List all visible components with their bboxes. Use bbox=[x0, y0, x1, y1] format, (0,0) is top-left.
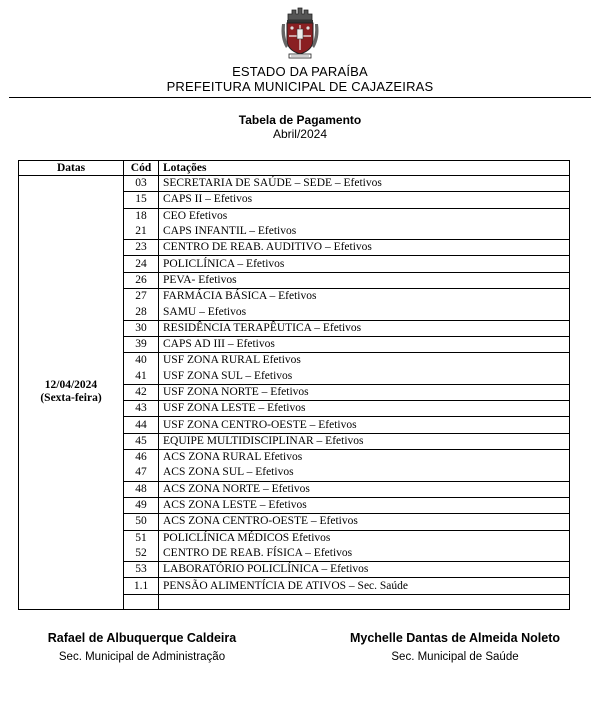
cod-cell: 30 bbox=[124, 320, 159, 336]
document-period: Abril/2024 bbox=[272, 127, 328, 141]
lotacao-cell: POLICLÍNICA – Efetivos bbox=[159, 256, 570, 272]
state-name: ESTADO DA PARAÍBA bbox=[232, 64, 368, 79]
lotacao-cell: CEO Efetivos bbox=[159, 208, 570, 224]
payment-date-cell bbox=[19, 176, 124, 610]
column-header-datas: Datas bbox=[19, 161, 124, 176]
cod-cell: 42 bbox=[124, 384, 159, 400]
lotacao-cell: ACS ZONA RURAL Efetivos bbox=[159, 450, 570, 466]
cod-cell: 27 bbox=[124, 289, 159, 305]
cod-cell: 52 bbox=[124, 546, 159, 562]
lotacao-cell: RESIDÊNCIA TERAPÊUTICA – Efetivos bbox=[159, 320, 570, 336]
lotacao-cell: ACS ZONA LESTE – Efetivos bbox=[159, 497, 570, 513]
cod-cell: 49 bbox=[124, 497, 159, 513]
table-row bbox=[19, 176, 570, 192]
cod-cell: 48 bbox=[124, 481, 159, 497]
cod-cell: 44 bbox=[124, 417, 159, 433]
lotacao-cell: PEVA- Efetivos bbox=[159, 272, 570, 288]
column-header-lotacoes: Lotações bbox=[159, 161, 570, 176]
cod-cell: 18 bbox=[124, 208, 159, 224]
lotacao-cell: USF ZONA SUL – Efetivos bbox=[159, 369, 570, 385]
cod-cell: 50 bbox=[124, 514, 159, 530]
payment-table bbox=[18, 160, 570, 610]
cod-cell: 41 bbox=[124, 369, 159, 385]
payment-date: 12/04/2024 bbox=[44, 379, 98, 392]
lotacao-cell: PENSÃO ALIMENTÍCIA DE ATIVOS – Sec. Saúde bbox=[159, 578, 570, 594]
lotacao-cell: CENTRO DE REAB. AUDITIVO – Efetivos bbox=[159, 240, 570, 256]
cod-cell: 28 bbox=[124, 304, 159, 320]
cod-cell: 40 bbox=[124, 353, 159, 369]
table-body bbox=[19, 176, 570, 610]
signature-health bbox=[330, 631, 580, 665]
lotacao-cell: POLICLÍNICA MÉDICOS Efetivos bbox=[159, 530, 570, 546]
lotacao-cell: USF ZONA CENTRO-OESTE – Efetivos bbox=[159, 417, 570, 433]
signatory-role: Sec. Municipal de Saúde bbox=[391, 651, 519, 663]
signature-administration bbox=[22, 631, 262, 665]
cod-cell: 53 bbox=[124, 562, 159, 578]
lotacao-cell: USF ZONA RURAL Efetivos bbox=[159, 353, 570, 369]
cod-cell: 24 bbox=[124, 256, 159, 272]
lotacao-cell: USF ZONA LESTE – Efetivos bbox=[159, 401, 570, 417]
lotacao-cell: ACS ZONA NORTE – Efetivos bbox=[159, 481, 570, 497]
lotacao-cell: ACS ZONA SUL – Efetivos bbox=[159, 465, 570, 481]
cod-cell: 15 bbox=[124, 192, 159, 208]
signatory-name: Rafael de Albuquerque Caldeira bbox=[47, 631, 237, 645]
lotacao-cell: FARMÁCIA BÁSICA – Efetivos bbox=[159, 289, 570, 305]
lotacao-cell: CAPS INFANTIL – Efetivos bbox=[159, 224, 570, 240]
column-header-cod: Cód bbox=[124, 161, 159, 176]
cod-cell: 21 bbox=[124, 224, 159, 240]
cod-cell: 03 bbox=[124, 176, 159, 192]
cod-cell-empty bbox=[124, 594, 159, 609]
lotacao-cell-empty bbox=[159, 594, 570, 609]
lotacao-cell: EQUIPE MULTIDISCIPLINAR – Efetivos bbox=[159, 433, 570, 449]
lotacao-cell: LABORATÓRIO POLICLÍNICA – Efetivos bbox=[159, 562, 570, 578]
signatory-role: Sec. Municipal de Administração bbox=[58, 651, 226, 663]
cod-cell: 26 bbox=[124, 272, 159, 288]
municipal-coat-of-arms-icon bbox=[279, 6, 321, 60]
cod-cell: 45 bbox=[124, 433, 159, 449]
document-title: Tabela de Pagamento bbox=[238, 113, 362, 127]
cod-cell: 51 bbox=[124, 530, 159, 546]
lotacao-cell: SAMU – Efetivos bbox=[159, 304, 570, 320]
cod-cell: 1.1 bbox=[124, 578, 159, 594]
signatory-name: Mychelle Dantas de Almeida Noleto bbox=[349, 631, 560, 645]
cod-cell: 47 bbox=[124, 465, 159, 481]
cod-cell: 23 bbox=[124, 240, 159, 256]
cod-cell: 39 bbox=[124, 336, 159, 352]
lotacao-cell: CAPS II – Efetivos bbox=[159, 192, 570, 208]
municipality-name: PREFEITURA MUNICIPAL DE CAJAZEIRAS bbox=[166, 79, 434, 94]
lotacao-cell: SECRETARIA DE SAÚDE – SEDE – Efetivos bbox=[159, 176, 570, 192]
cod-cell: 46 bbox=[124, 450, 159, 466]
lotacao-cell: CAPS AD III – Efetivos bbox=[159, 336, 570, 352]
cod-cell: 43 bbox=[124, 401, 159, 417]
table-header-row bbox=[19, 161, 570, 176]
payment-weekday: (Sexta-feira) bbox=[40, 392, 102, 405]
lotacao-cell: CENTRO DE REAB. FÍSICA – Efetivos bbox=[159, 546, 570, 562]
header-divider bbox=[9, 97, 591, 98]
lotacao-cell: USF ZONA NORTE – Efetivos bbox=[159, 384, 570, 400]
lotacao-cell: ACS ZONA CENTRO-OESTE – Efetivos bbox=[159, 514, 570, 530]
